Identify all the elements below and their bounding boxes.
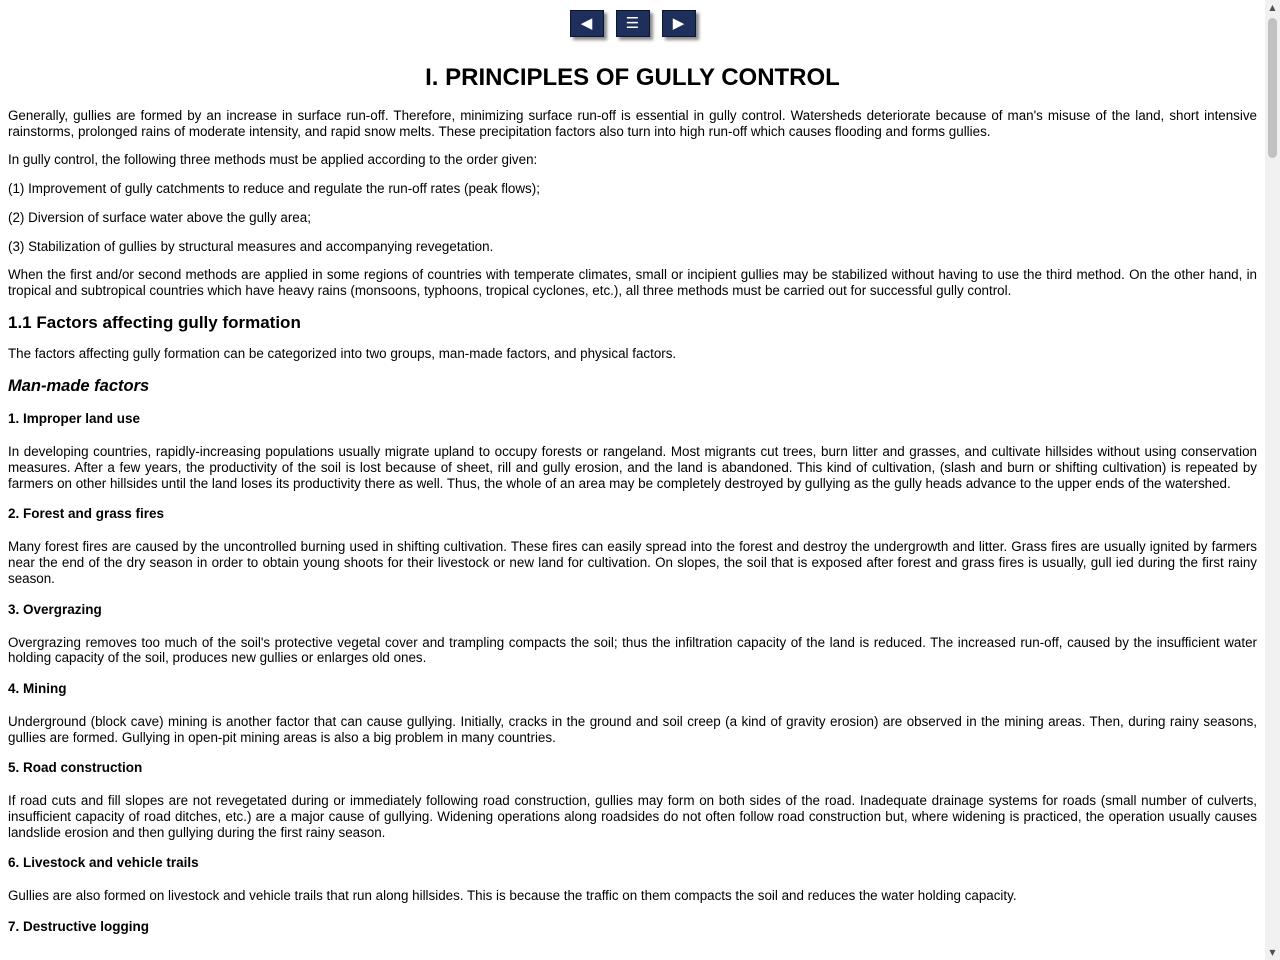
scrollbar-thumb[interactable] xyxy=(1268,18,1277,158)
factor-text: Many forest fires are caused by the uncontrolled burning used in shifting cultivation. These fires can easily spread into the forest and destroy the undergrowth and litter. Grass fires are usually ignited by farmers near the end of the dry season in order to obtain young shoots for their livestock or new land for cultivation. On slopes, the soil that is exposed after forest and grass fires is usually, gull ied during the first rainy season. xyxy=(8,539,1257,586)
method-1: (1) Improvement of gully catchments to reduce and regulate the run-off rates (peak flows); xyxy=(8,181,540,197)
factor-text: Gullies are also formed on livestock and vehicle trails that run along hillsides. This is because the traffic on them compacts the soil and reduces the water holding capacity. xyxy=(8,888,1017,904)
method-3: (3) Stabilization of gullies by structural measures and accompanying revegetation. xyxy=(8,238,494,254)
factor-text: Underground (block cave) mining is another factor that can cause gullying. Initially, cracks in the ground and soil creep (a kind of gravity erosion) are observed in the mining areas. Then, during rainy seasons, gullies are formed. Gullying in open-pit mining areas is also a big problem in many countries. xyxy=(8,713,1257,745)
scroll-up-icon[interactable]: ▲ xyxy=(1269,3,1276,12)
next-page-button[interactable] xyxy=(662,10,696,37)
navigation-bar xyxy=(8,0,1257,40)
factor-text: If road cuts and fill slopes are not revegetated during or immediately following road construction, gullies may form on both sides of the road. Inadequate drainage systems for roads (small number of culverts, insufficient capacity of road ditches, etc.) are a major cause of gullying. Widening operations along roadsides do not often follow road construction but, where widening is practiced, the operation usually causes landslide erosion and then gullying during the first rainy season. xyxy=(8,793,1257,840)
method-2: (2) Diversion of surface water above the gully area; xyxy=(8,209,311,225)
factor-heading: 4. Mining xyxy=(8,680,67,696)
factor-text: In developing countries, rapidly-increasing populations usually migrate upland to occupy forests or rangeland. Most migrants cut trees, burn litter and grasses, and cultivate hillsides without using conservation measures. After a few years, the productivity of the soil is lost because of sheet, rill and gully erosion, and the land is abandoned. This kind of cultivation, (slash and burn or shifting cultivation) is repeated by farmers on other hillsides until the land loses its productivity there as well. Thus, the whole of an area may be completely destroyed by gullying as the gully heads advance to the upper ends of the watershed. xyxy=(8,444,1257,491)
intro-paragraph: Generally, gullies are formed by an increase in surface run-off. Therefore, minimizing surface run-off is essential in gully control. Watersheds deteriorate because of man's misuse of the land, short intensive rainstorms, prolonged rains of moderate intensity, and rapid snow melts. These precipitation factors also turn into high run-off which causes flooding and forms gullies. xyxy=(8,108,1257,139)
next-arrow-icon: ▶ xyxy=(672,14,685,32)
section-heading: 1.1 Factors affecting gully formation xyxy=(8,312,301,332)
factor-heading: 2. Forest and grass fires xyxy=(8,506,165,522)
factor-heading: 6. Livestock and vehicle trails xyxy=(8,855,199,871)
previous-page-button[interactable] xyxy=(570,10,604,37)
table-of-contents-button[interactable] xyxy=(616,10,650,37)
factor-heading: 3. Overgrazing xyxy=(8,601,102,617)
climate-paragraph: When the first and/or second methods are applied in some regions of countries with temperate climates, small or incipient gullies may be stabilized without having to use the third method. On the other hand, in tropical and subtropical countries which have heavy rains (monsoons, typhoons, tropical cyclones, etc.), all three methods must be carried out for successful gully control. xyxy=(8,267,1257,298)
factor-heading: 7. Destructive logging xyxy=(8,919,150,935)
factor-heading: 5. Road construction xyxy=(8,760,143,776)
previous-arrow-icon: ◀ xyxy=(580,14,593,32)
factor-text: Overgrazing removes too much of the soil's protective vegetal cover and trampling compacts the soil; thus the infiltration capacity of the land is reduced. The increased run-off, caused by the insufficient water holding capacity of the soil, produces new gullies or enlarges old ones. xyxy=(8,634,1257,666)
subsection-heading: Man-made factors xyxy=(8,377,150,396)
factor-heading: 1. Improper land use xyxy=(8,411,141,427)
vertical-scrollbar[interactable] xyxy=(1265,0,1280,960)
section-intro-paragraph: The factors affecting gully formation can be categorized into two groups, man-made factors, and physical factors. xyxy=(8,345,677,361)
scroll-down-icon[interactable]: ▼ xyxy=(1269,948,1276,957)
page-title: I. PRINCIPLES OF GULLY CONTROL xyxy=(425,64,840,91)
contents-list-icon: ☰ xyxy=(625,14,640,32)
methods-intro-paragraph: In gully control, the following three methods must be applied according to the order given: xyxy=(8,152,538,168)
